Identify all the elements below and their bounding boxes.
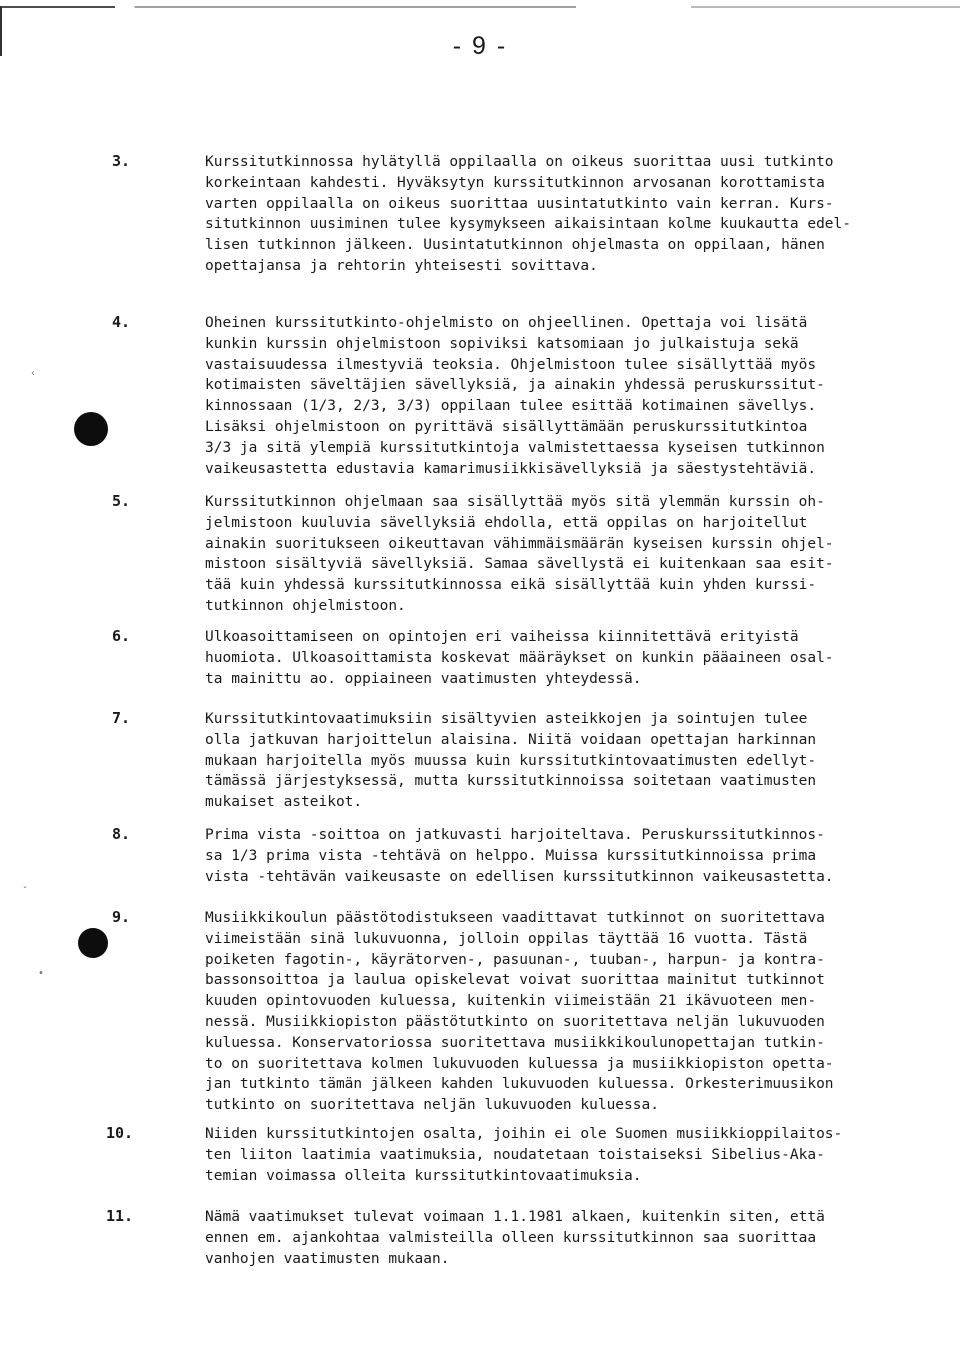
page-number: - 9 - xyxy=(452,32,508,60)
text-line: huomiota. Ulkoasoittamista koskevat määräykset on kunkin pääaineen osal- xyxy=(205,649,834,666)
scan-speck-mark: ‹ xyxy=(30,368,37,379)
text-line: Nämä vaatimukset tulevat voimaan 1.1.1981 alkaen, kuitenkin siten, että xyxy=(205,1209,825,1225)
item-number: 7. xyxy=(112,709,131,727)
text-line: tutkinnon ohjelmistoon. xyxy=(205,597,406,614)
binder-hole-mark-lower xyxy=(78,928,108,958)
text-line: mistoon sisältyviä sävellyksiä. Samaa sävellystä ei kuitenkaan saa esit- xyxy=(205,556,834,573)
item-text xyxy=(205,313,935,479)
text-line: poiketen fagotin-, käyrätorven-, pasuunan-, tuuban-, harpun- ja kontra- xyxy=(205,951,825,968)
text-line: Oheinen kurssitutkinto-ohjelmisto on ohjeellinen. Opettaja voi lisätä xyxy=(205,315,808,331)
text-line: temian voimassa olleita kurssitutkintovaatimuksia. xyxy=(205,1167,642,1184)
text-line: vaikeusastetta edustavia kamarimusiikkisävellyksiä ja säestystehtäviä. xyxy=(205,460,817,477)
text-line: vanhojen vaatimusten mukaan. xyxy=(205,1250,450,1267)
text-line: tutkinto on suoritettava neljän lukuvuoden kuluessa. xyxy=(205,1097,659,1114)
item-number: 3. xyxy=(112,152,131,170)
text-line: Lisäksi ohjelmistoon on pyrittävä sisällyttämään peruskurssitutkintoa xyxy=(205,418,808,435)
text-line: to on suoritettava kolmen lukuvuoden kuluessa ja musiikkiopiston opetta- xyxy=(205,1055,834,1072)
text-line: nessä. Musiikkiopiston päästötutkinto on suoritettava neljän lukuvuoden xyxy=(205,1013,825,1030)
text-line: bassonsoittoa ja laulua opiskelevat voivat suorittaa mainitut tutkinnot xyxy=(205,972,825,989)
text-line: jan tutkinto tämän jälkeen kahden lukuvuoden kuluessa. Orkesterimuusikon xyxy=(205,1076,834,1093)
text-line: vista -tehtävän vaikeusaste on edellisen kurssitutkinnon vaikeusastetta. xyxy=(205,868,834,885)
text-line: Kurssitutkintovaatimuksiin sisältyvien asteikkojen ja sointujen tulee xyxy=(205,711,808,727)
text-line: varten oppilaalla on oikeus suorittaa uusintatutkinto vain kerran. Kurs- xyxy=(205,195,834,212)
text-line: ta mainittu ao. oppiaineen vaatimusten yhteydessä. xyxy=(205,670,642,687)
item-number: 8. xyxy=(112,825,131,843)
text-line: Ulkoasoittamiseen on opintojen eri vaiheissa kiinnitettävä erityistä xyxy=(205,629,799,645)
item-number: 9. xyxy=(112,908,131,926)
item-text xyxy=(205,825,935,887)
text-line: korkeintaan kahdesti. Hyväksytyn kurssitutkinnon arvosanan korottamista xyxy=(205,174,825,191)
item-text xyxy=(205,627,935,689)
text-line: mukaan harjoitella myös muussa kuin kurssitutkintovaatimusten edellyt- xyxy=(205,752,817,769)
scan-speck-mark: ˇ xyxy=(22,886,29,897)
text-line: Prima vista -soittoa on jatkuvasti harjoiteltava. Peruskurssitutkinnos- xyxy=(205,827,825,843)
text-line: ennen em. ajankohtaa valmisteilla olleen kurssitutkinnon saa suorittaa xyxy=(205,1229,817,1246)
item-text xyxy=(205,1124,935,1186)
text-line: kinnossaan (1/3, 2/3, 3/3) oppilaan tulee esittää kotimainen sävellys. xyxy=(205,398,817,415)
text-line: Kurssitutkinnossa hylätyllä oppilaalla on oikeus suorittaa uusi tutkinto xyxy=(205,154,834,170)
text-line: ainakin suoritukseen oikeuttavan vähimmäismäärän kyseisen kurssin ohjel- xyxy=(205,535,834,552)
text-line: situtkinnon uusiminen tulee kysymykseen aikaisintaan kolme kuukautta edel- xyxy=(205,216,852,233)
item-number: 6. xyxy=(112,627,131,645)
item-text xyxy=(205,1207,935,1269)
text-line: vastaisuudessa ilmestyviä teoksia. Ohjelmistoon tulee sisällyttää myös xyxy=(205,356,817,373)
text-line: olla jatkuvan harjoittelun alaisina. Niitä voidaan opettajan harkinnan xyxy=(205,731,817,748)
text-line: mukaiset asteikot. xyxy=(205,794,363,811)
text-line: sa 1/3 prima vista -tehtävä on helppo. Muissa kurssitutkinnoissa prima xyxy=(205,847,817,864)
text-line: viimeistään sinä lukuvuonna, jolloin oppilas täyttää 16 vuotta. Tästä xyxy=(205,930,808,947)
text-line: tää kuin yhdessä kurssitutkinnossa eikä sisällyttää kuin yhden kurssi- xyxy=(205,577,817,594)
top-edge-rule xyxy=(0,6,960,8)
item-number: 10. xyxy=(106,1124,134,1142)
item-text xyxy=(205,492,935,617)
text-line: opettajansa ja rehtorin yhteisesti sovittava. xyxy=(205,257,598,274)
text-line: tämässä järjestyksessä, mutta kurssitutkinnoissa soitetaan vaatimusten xyxy=(205,773,817,790)
item-number: 4. xyxy=(112,313,131,331)
text-line: ten liiton laatimia vaatimuksia, noudatetaan toistaiseksi Sibelius-Aka- xyxy=(205,1146,825,1163)
text-line: lisen tutkinnon jälkeen. Uusintatutkinnon ohjelmasta on oppilaan, hänen xyxy=(205,237,825,254)
item-text xyxy=(205,908,935,1116)
item-text xyxy=(205,709,935,813)
text-line: kuluessa. Konservatoriossa suoritettava musiikkikoulunopettajan tutkin- xyxy=(205,1034,825,1051)
text-line: Niiden kurssitutkintojen osalta, joihin ei ole Suomen musiikkioppilaitos- xyxy=(205,1126,843,1142)
text-line: Musiikkikoulun päästötodistukseen vaadittavat tutkinnot on suoritettava xyxy=(205,910,825,926)
item-number: 5. xyxy=(112,492,131,510)
scan-speck-mark: • xyxy=(38,968,45,979)
text-line: kotimaisten säveltäjien sävellyksiä, ja ainakin yhdessä peruskurssitut- xyxy=(205,377,825,394)
text-line: 3/3 ja sitä ylempiä kurssitutkintoja valmistettaessa kyseisen tutkinnon xyxy=(205,439,825,456)
text-line: kuuden opintovuoden kuluessa, kuitenkin viimeistään 21 ikävuoteen men- xyxy=(205,993,817,1010)
text-line: Kurssitutkinnon ohjelmaan saa sisällyttää myös sitä ylemmän kurssin oh- xyxy=(205,494,825,510)
text-line: jelmistoon kuuluvia sävellyksiä ehdolla, että oppilas on harjoitellut xyxy=(205,514,808,531)
binder-hole-mark-upper xyxy=(74,412,108,446)
text-line: kunkin kurssin ohjelmistoon sopiviksi katsomiaan jo julkaistuja sekä xyxy=(205,335,799,352)
item-number: 11. xyxy=(106,1207,134,1225)
item-text xyxy=(205,152,935,277)
